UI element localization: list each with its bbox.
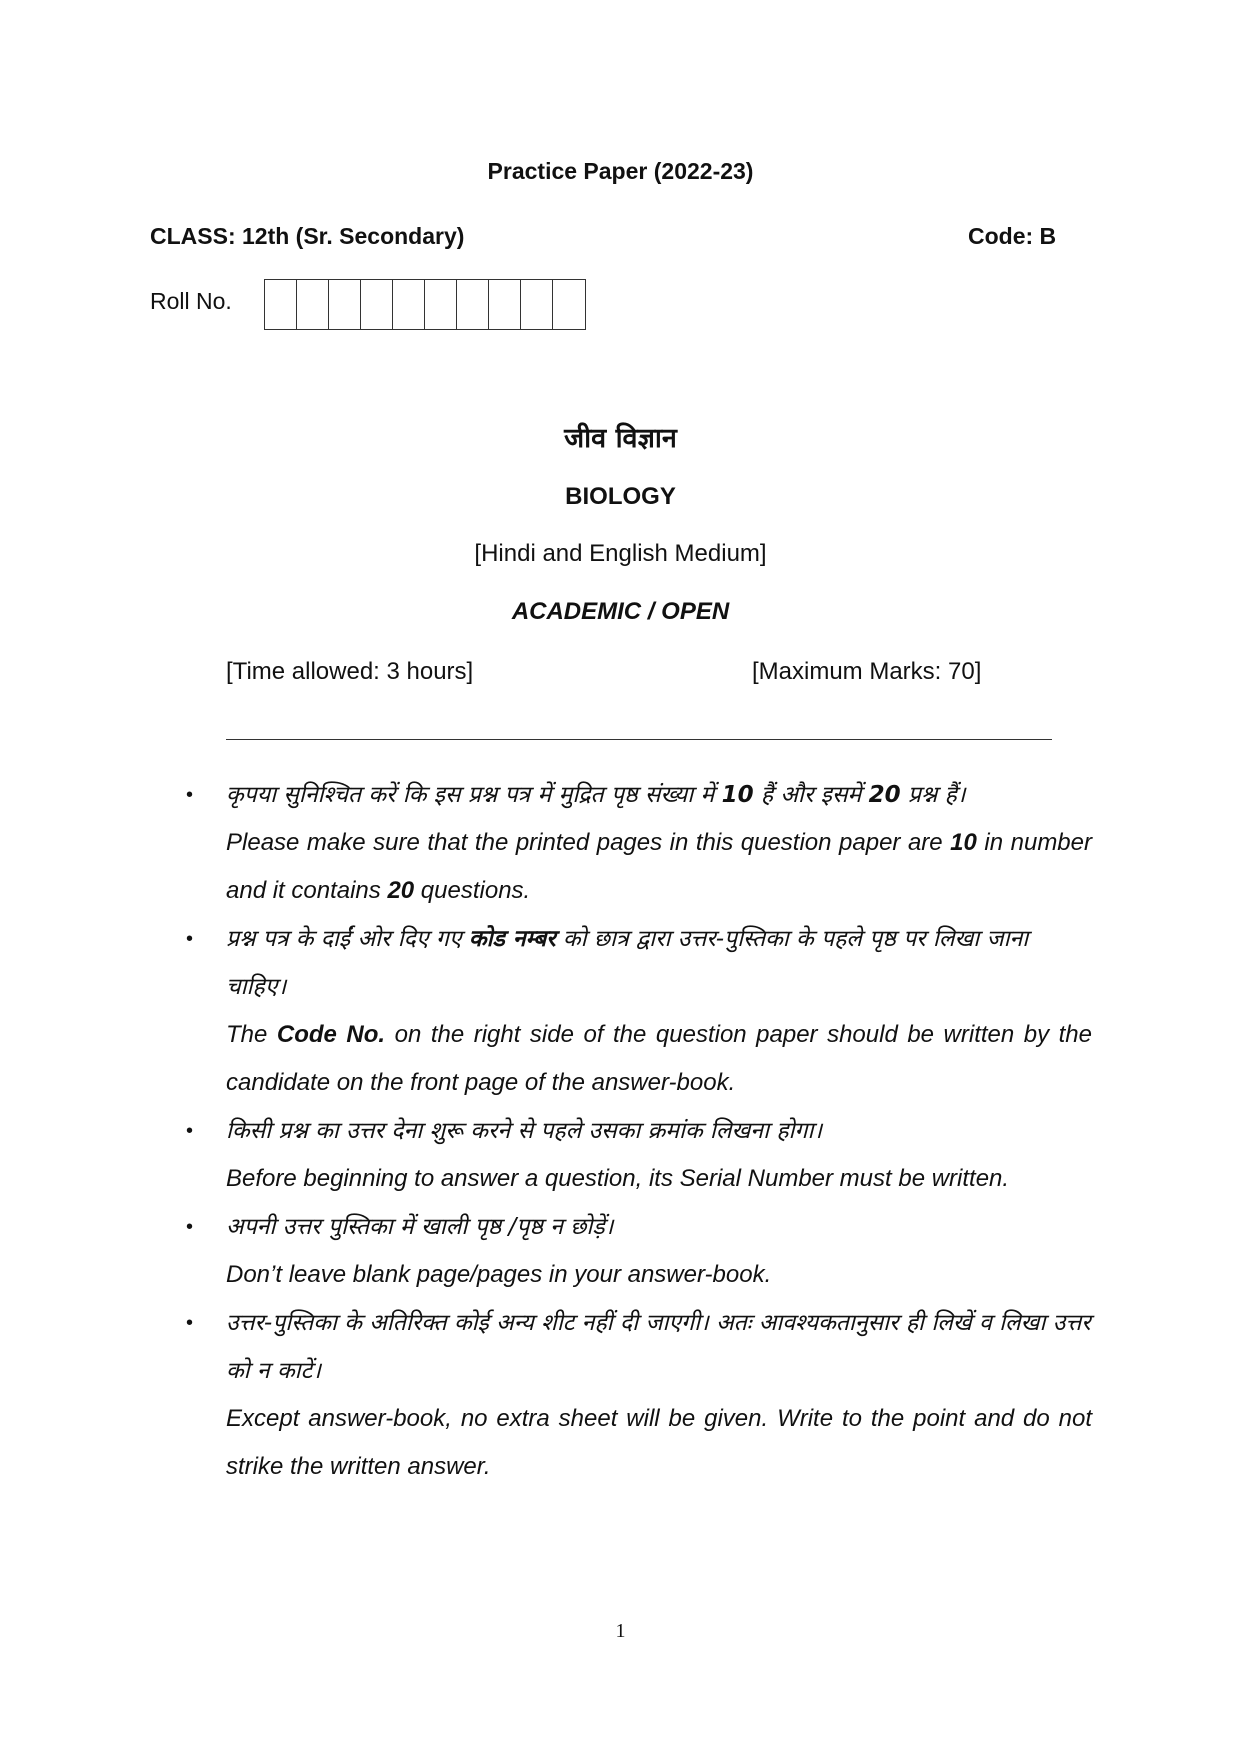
instruction-hindi [226, 1299, 1092, 1395]
instruction-item [186, 1107, 1092, 1203]
instruction-item [186, 1203, 1092, 1299]
bullet-icon: • [186, 784, 194, 806]
stream-label: ACADEMIC / OPEN [511, 598, 730, 625]
instruction-english [226, 1011, 1092, 1107]
text: Before beginning to answer a question, its Serial Number must be written. [226, 1165, 1010, 1192]
code-label: Code: B [968, 223, 1057, 249]
bold-text: 20 [387, 877, 415, 904]
page-number: 1 [615, 1620, 626, 1642]
subject-title-english: BIOLOGY [565, 483, 676, 510]
roll-number-box[interactable] [329, 280, 361, 329]
text: को छात्र द्वारा उत्तर-पुस्तिका के पहले पृष्ठ पर लिखा जाना चाहिए। [226, 926, 1029, 1000]
text: on the right side of the question paper should be written by the candidate on the front page of the answer-book. [226, 1021, 1092, 1096]
bullet-icon: • [186, 928, 194, 950]
bold-text: कोड नम्बर [468, 926, 556, 952]
paper-title: Practice Paper (2022-23) [487, 158, 754, 184]
roll-number-box[interactable] [361, 280, 393, 329]
instruction-english [226, 1155, 1092, 1203]
text: Don’t leave blank page/pages in your answer-book. [226, 1261, 772, 1288]
instruction-item [186, 771, 1092, 915]
instructions-list [186, 771, 1092, 1491]
roll-number-box[interactable] [457, 280, 489, 329]
roll-number-box[interactable] [425, 280, 457, 329]
roll-number-box[interactable] [265, 280, 297, 329]
bold-text: Code No. [276, 1021, 386, 1048]
text: अपनी उत्तर पुस्तिका में खाली पृष्ठ /पृष्ठ न छोड़ें। [226, 1214, 614, 1240]
instruction-hindi [226, 915, 1092, 1011]
roll-number-box[interactable] [393, 280, 425, 329]
text: कृपया सुनिश्चित करें कि इस प्रश्न पत्र में मुद्रित पृष्ठ संख्या में [226, 782, 722, 808]
bold-text: 20 [868, 782, 901, 808]
text: उत्तर-पुस्तिका के अतिरिक्त कोई अन्य शीट नहीं दी जाएगी। अतः आवश्यकतानुसार ही लिखें व लिखा उत्तर को न काटें। [226, 1310, 1091, 1384]
bullet-icon: • [186, 1216, 194, 1238]
text: प्रश्न पत्र के दाईं ओर दिए गए [226, 926, 469, 952]
instruction-hindi [226, 1107, 1092, 1155]
instruction-english [226, 1251, 1092, 1299]
time-allowed: [Time allowed: 3 hours] [226, 658, 474, 685]
roll-number-box[interactable] [521, 280, 553, 329]
instruction-item [186, 915, 1092, 1107]
instruction-hindi [226, 771, 1092, 819]
roll-number-label: Roll No. [150, 288, 232, 314]
text: Except answer-book, no extra sheet will be given. Write to the point and do not strike the written answer. [226, 1405, 1092, 1480]
text: The [226, 1021, 277, 1048]
bullet-icon: • [186, 1312, 194, 1334]
text: questions. [414, 877, 531, 904]
maximum-marks: [Maximum Marks: 70] [752, 658, 982, 685]
class-label: CLASS: 12th (Sr. Secondary) [150, 223, 465, 249]
text: किसी प्रश्न का उत्तर देना शुरू करने से पहले उसका क्रमांक लिखना होगा। [226, 1118, 823, 1144]
bold-text: 10 [950, 829, 977, 856]
roll-number-box[interactable] [553, 280, 585, 329]
roll-number-box[interactable] [489, 280, 521, 329]
instruction-hindi [226, 1203, 1092, 1251]
instruction-english [226, 1395, 1092, 1491]
medium-label: [Hindi and English Medium] [474, 540, 767, 567]
subject-title-hindi: जीव विज्ञान [564, 423, 677, 454]
bold-text: 10 [721, 782, 754, 808]
bullet-icon: • [186, 1120, 194, 1142]
instruction-english [226, 819, 1092, 915]
divider-line [226, 739, 1052, 740]
roll-number-box[interactable] [297, 280, 329, 329]
text: हैं और इसमें [753, 782, 869, 808]
text: Please make sure that the printed pages in this question paper are [226, 829, 951, 856]
instruction-item [186, 1299, 1092, 1491]
text: प्रश्न हैं। [900, 782, 966, 808]
roll-number-boxes[interactable] [264, 279, 586, 330]
text: in number and it contains [226, 829, 1092, 904]
